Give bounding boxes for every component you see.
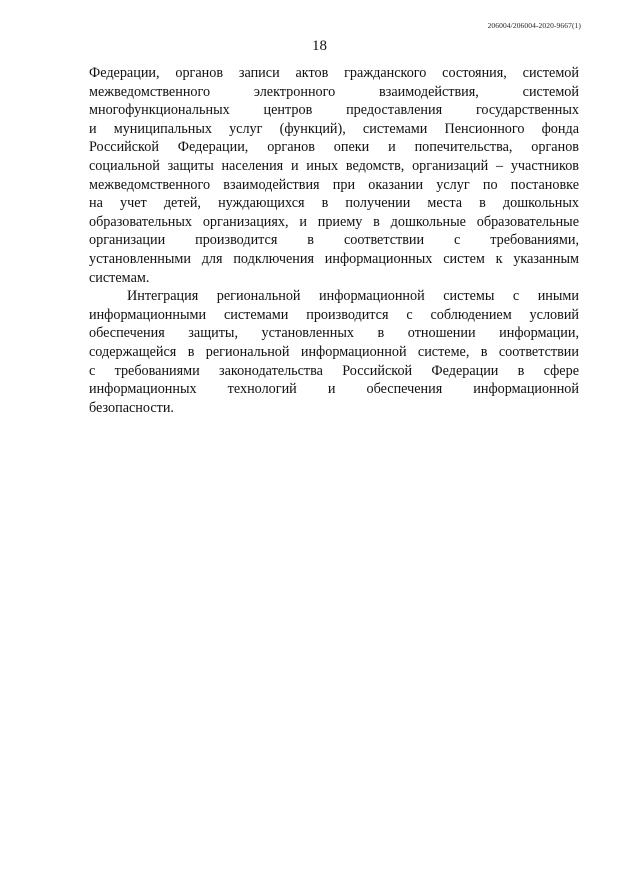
text-line: на учет детей, нуждающихся в получении места в дошкольных (89, 195, 579, 212)
text-line: с требованиями законодательства Российской Федерации в сфере (89, 362, 579, 379)
text-line: Федерации, органов записи актов гражданского состояния, системой (89, 65, 579, 81)
text-line: информационных технологий и обеспечения информационной (89, 381, 579, 398)
paragraph-2 (89, 287, 579, 417)
text-line: многофункциональных центров предоставления государственных (89, 102, 579, 119)
document-id: 206004/206004-2020-9667(1) (487, 21, 581, 30)
text-line: социальной защиты населения и иных ведомств, организаций – участников (89, 157, 579, 174)
text-line: обеспечения защиты, установленных в отношении информации, (89, 325, 579, 342)
text-line: Интеграция региональной информационной системы с иными (127, 288, 579, 305)
text-line: организации производится в соответствии с требованиями, (89, 232, 579, 249)
page-number: 18 (312, 38, 327, 54)
text-line: содержащейся в региональной информационной системе, в соответствии (89, 343, 579, 360)
text-line: межведомственного взаимодействия при оказании услуг по постановке (89, 176, 579, 193)
document-body (89, 64, 579, 417)
text-line: межведомственного электронного взаимодействия, системой (89, 83, 579, 100)
text-line: образовательных организациях, и приему в дошкольные образовательные (89, 213, 579, 230)
text-line: и муниципальных услуг (функций), системами Пенсионного фонда (89, 120, 579, 137)
text-line: установленными для подключения информационных систем к указанным (89, 250, 579, 267)
text-line: Российской Федерации, органов опеки и попечительства, органов (89, 139, 579, 156)
text-line: системам. (89, 269, 150, 286)
text-line: информационными системами производится с соблюдением условий (89, 306, 579, 323)
paragraph-1 (89, 64, 579, 287)
text-line: безопасности. (89, 399, 174, 416)
